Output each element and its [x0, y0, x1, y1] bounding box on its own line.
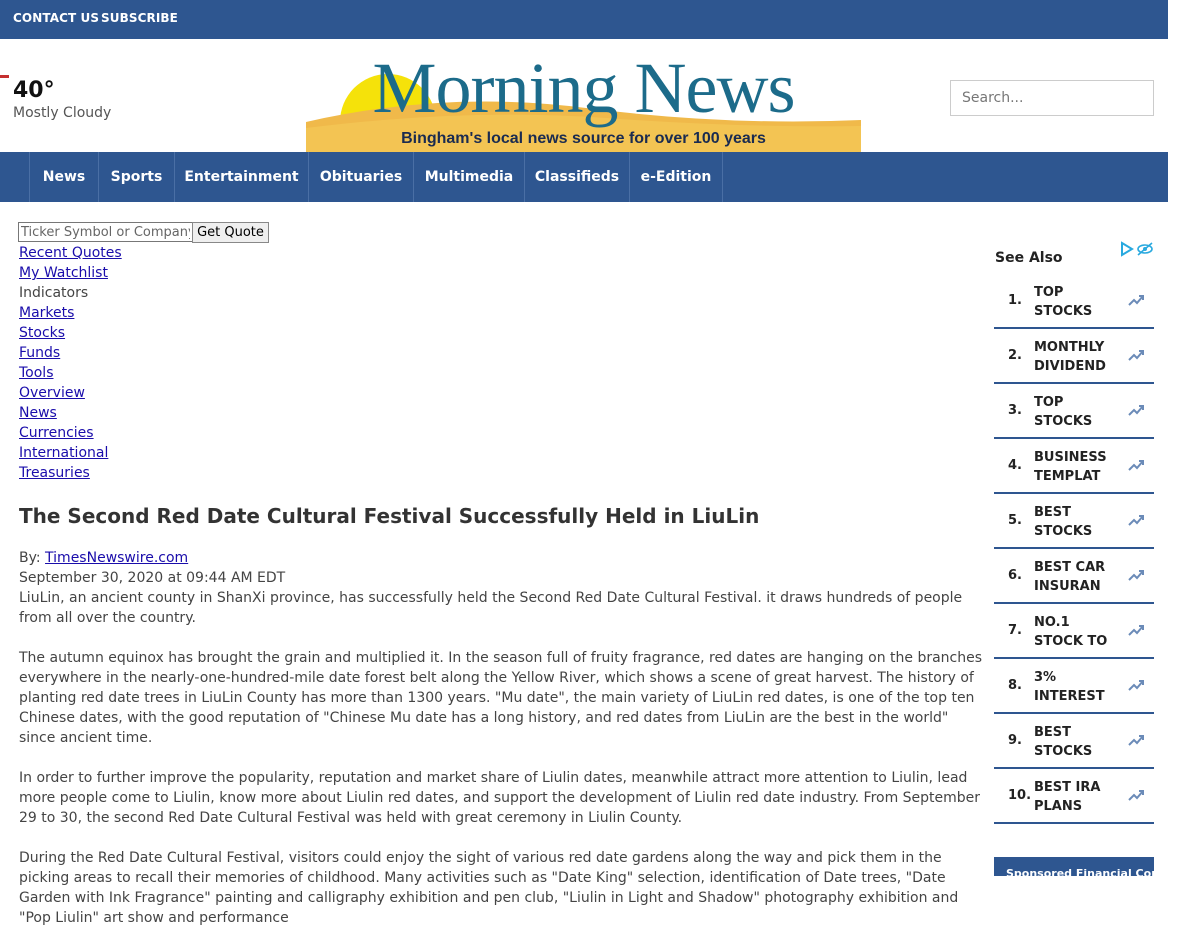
see-also-item[interactable]	[994, 274, 1154, 329]
byline-label: By:	[19, 550, 46, 566]
trending-arrow-icon	[1127, 676, 1145, 694]
logo-tagline: Bingham's local news source for over 100 years	[401, 130, 766, 147]
link-markets[interactable]: Markets	[19, 305, 75, 321]
see-also-item-number: 1.	[1008, 293, 1022, 308]
link-funds[interactable]: Funds	[19, 345, 61, 361]
trending-arrow-icon	[1127, 731, 1145, 749]
site-logo[interactable]	[306, 50, 861, 152]
trending-arrow-icon	[1127, 291, 1145, 309]
link-stocks[interactable]: Stocks	[19, 325, 66, 341]
link-news[interactable]: News	[19, 405, 57, 421]
see-also-item[interactable]	[994, 384, 1154, 439]
see-also-item-label: NO.1 STOCK TO	[1034, 615, 1108, 649]
link-tools[interactable]: Tools	[19, 365, 54, 381]
ticker-search-input[interactable]	[18, 222, 193, 242]
see-also-item-label: MONTHLY DIVIDEND	[1034, 340, 1106, 374]
trending-arrow-icon	[1127, 566, 1145, 584]
link-my-watchlist[interactable]: My Watchlist	[19, 265, 108, 281]
sponsored-content-banner[interactable]: Sponsored Financial Content	[994, 857, 1154, 876]
main-nav	[0, 152, 1168, 202]
link-international[interactable]: International	[19, 445, 109, 461]
see-also-item[interactable]	[994, 549, 1154, 604]
article-paragraph: In order to further improve the popularity, reputation and market share of Liulin dates, meanwhile attract more attention to Liulin, lead more people come to Liulin, know more about Liulin red dates, and support the development of Liulin red date industry. From September 29 to 30, the second Red Date Cultural Festival was held with great ceremony in Liulin County.	[19, 770, 981, 826]
see-also-item[interactable]	[994, 329, 1154, 384]
link-currencies[interactable]: Currencies	[19, 425, 94, 441]
see-also-item-number: 8.	[1008, 678, 1022, 693]
nav-classifieds[interactable]: Classifieds	[525, 152, 630, 202]
see-also-item-label: BEST STOCKS	[1034, 725, 1093, 759]
see-also-item-label: TOP STOCKS	[1034, 285, 1093, 319]
contact-us-link[interactable]: CONTACT US	[13, 11, 100, 25]
see-also-item-number: 3.	[1008, 403, 1022, 418]
see-also-item-label: BEST STOCKS	[1034, 505, 1093, 539]
see-also-item-label: BEST IRA PLANS	[1034, 780, 1101, 814]
article-paragraph: During the Red Date Cultural Festival, visitors could enjoy the sight of various red date gardens along the way and pick them in the picking areas to recall their memories of childhood. Many activities such as "Date King" selection, identification of Date trees, "Date Garden with Ink Fragrance" painting and calligraphy exhibition and pen club, "Liulin in Light and Shadow" photography exhibition and "Pop Liulin" art show and performance	[19, 850, 959, 926]
trending-arrow-icon	[1127, 511, 1145, 529]
see-also-item[interactable]	[994, 714, 1154, 769]
link-recent-quotes[interactable]: Recent Quotes	[19, 245, 122, 261]
site-search-input[interactable]	[950, 80, 1154, 116]
see-also-item[interactable]	[994, 494, 1154, 549]
byline-source-link[interactable]: TimesNewswire.com	[45, 550, 189, 566]
adchoices-icon[interactable]	[1120, 242, 1154, 259]
article-byline	[19, 548, 188, 568]
see-also-item-label: BUSINESS TEMPLAT	[1034, 450, 1107, 484]
logo-title: Morning News	[372, 48, 795, 128]
see-also-item-number: 2.	[1008, 348, 1022, 363]
see-also-item-number: 6.	[1008, 568, 1022, 583]
get-quote-button[interactable]: Get Quote	[192, 222, 269, 243]
see-also-item-label: TOP STOCKS	[1034, 395, 1093, 429]
trending-arrow-icon	[1127, 621, 1145, 639]
weather-temperature: 40°	[13, 78, 55, 103]
see-also-item-number: 9.	[1008, 733, 1022, 748]
see-also-item-number: 7.	[1008, 623, 1022, 638]
article-date: September 30, 2020 at 09:44 AM EDT	[19, 570, 286, 586]
finance-links	[19, 243, 122, 483]
link-overview[interactable]: Overview	[19, 385, 85, 401]
trending-arrow-icon	[1127, 401, 1145, 419]
see-also-item-label: BEST CAR INSURAN	[1034, 560, 1106, 594]
see-also-item[interactable]	[994, 769, 1154, 824]
see-also-item-label: 3% INTEREST	[1034, 670, 1105, 704]
see-also-item[interactable]	[994, 604, 1154, 659]
article-paragraph: LiuLin, an ancient county in ShanXi province, has successfully held the Second Red Date Cultural Festival. it draws hundreds of people from all over the country.	[19, 590, 963, 626]
top-bar	[0, 0, 1168, 39]
nav-sports[interactable]: Sports	[99, 152, 175, 202]
article-body	[19, 588, 989, 948]
nav-entertainment[interactable]: Entertainment	[175, 152, 309, 202]
nav-news[interactable]: News	[30, 152, 99, 202]
trending-arrow-icon	[1127, 786, 1145, 804]
label-indicators: Indicators	[19, 285, 89, 301]
link-treasuries[interactable]: Treasuries	[19, 465, 90, 481]
see-also-item[interactable]	[994, 659, 1154, 714]
see-also-item-number: 4.	[1008, 458, 1022, 473]
see-also-item-number: 5.	[1008, 513, 1022, 528]
see-also-item[interactable]	[994, 439, 1154, 494]
subscribe-link[interactable]: SUBSCRIBE	[101, 11, 178, 25]
trending-arrow-icon	[1127, 456, 1145, 474]
article-headline: The Second Red Date Cultural Festival Successfully Held in LiuLin	[19, 504, 760, 528]
trending-arrow-icon	[1127, 346, 1145, 364]
weather-condition: Mostly Cloudy	[13, 105, 112, 121]
see-also-item-number: 10.	[1008, 788, 1032, 803]
article-paragraph: The autumn equinox has brought the grain and multiplied it. In the season full of fruity fragrance, red dates are hanging on the branches everywhere in the nearly-one-hundred-mile date forest belt along the Yellow River, which shows a scene of great harvest. The history of planting red date trees in LiuLin County has more than 1300 years. "Mu date", the main variety of LiuLin red dates, is one of the top ten Chinese dates, with the good reputation of "Chinese Mu date has a long history, and red dates from LiuLin are the best in the world" since ancient time.	[19, 650, 983, 746]
nav-obituaries[interactable]: Obituaries	[309, 152, 414, 202]
weather-accent	[0, 75, 9, 78]
nav-multimedia[interactable]: Multimedia	[414, 152, 525, 202]
nav-e-edition[interactable]: e-Edition	[630, 152, 723, 202]
see-also-title: See Also	[995, 250, 1063, 266]
